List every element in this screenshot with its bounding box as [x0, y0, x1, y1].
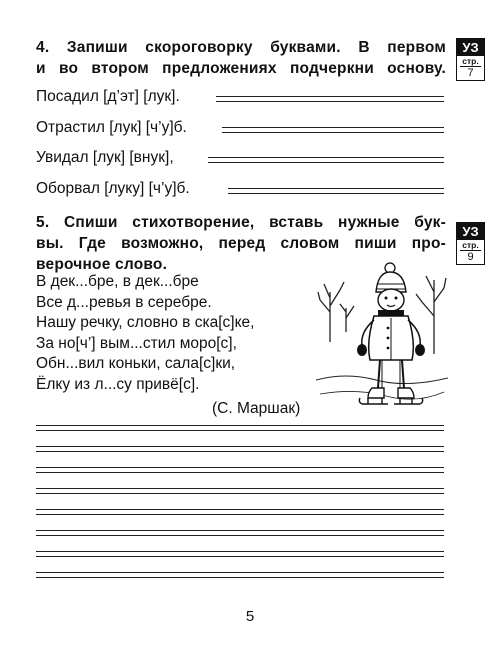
- task-4-row-4-text: Оборвал [луку] [ч’у]б.: [36, 180, 190, 197]
- child-skating-illustration: [316, 262, 448, 422]
- task-4-heading: [36, 37, 446, 79]
- writing-line[interactable]: [36, 572, 444, 578]
- task-5-page-reference-badge: [456, 222, 485, 265]
- poem-line-3: Нашу речку, словно в ска[с]ке,: [36, 314, 255, 331]
- task-4-row-4-writing-line[interactable]: [228, 188, 444, 194]
- poem-line-4: За но[ч’] вым...стил моро[с],: [36, 334, 237, 352]
- badge-code: УЗ: [457, 223, 484, 240]
- badge-label: стр.: [462, 240, 479, 250]
- task-5-heading-line-3: верочное слово.: [36, 256, 168, 273]
- task-4-row-2-text: Отрастил [лук] [ч’у]б.: [36, 119, 187, 136]
- task-4-row-2-writing-line[interactable]: [222, 127, 444, 133]
- task-4-page-reference-badge: [456, 38, 485, 81]
- poem-line-2: Все д...ревья в серебре.: [36, 293, 212, 311]
- task-4-row-1-writing-line[interactable]: [216, 96, 444, 102]
- badge-page: 7: [460, 66, 481, 80]
- poem: [36, 272, 254, 395]
- badge-page: 9: [460, 250, 481, 264]
- writing-line[interactable]: [36, 446, 444, 452]
- poem-author: (С. Маршак): [212, 400, 301, 417]
- badge-code: УЗ: [457, 39, 484, 56]
- page-number: 5: [245, 608, 255, 625]
- task-4-heading-line-1: 4. Запиши скороговорку буквами. В первом: [36, 39, 446, 56]
- writing-line[interactable]: [36, 530, 444, 536]
- writing-line[interactable]: [36, 551, 444, 557]
- writing-line[interactable]: [36, 509, 444, 515]
- badge-label: стр.: [462, 56, 479, 66]
- task-4-row-3-text: Увидал [лук] [внук],: [36, 149, 174, 166]
- poem-line-1: В дек...бре, в дек...бре: [36, 273, 199, 290]
- writing-line[interactable]: [36, 467, 444, 473]
- task-5-heading-line-2: вы. Где возможно, перед словом пиши про-: [36, 235, 446, 252]
- poem-line-5: Обн...вил коньки, сала[с]ки,: [36, 355, 236, 372]
- writing-line[interactable]: [36, 425, 444, 431]
- task-4-row-3-writing-line[interactable]: [208, 157, 444, 163]
- task-4-row-1-text: Посадил [д’эт] [лук].: [36, 88, 180, 105]
- poem-line-6: Ёлку из л...су привё[с].: [36, 375, 200, 393]
- task-4-heading-line-2: и во втором предложениях подчеркни основу.: [36, 60, 446, 77]
- writing-line[interactable]: [36, 488, 444, 494]
- task-5-heading-line-1: 5. Спиши стихотворение, вставь нужные бук-: [36, 214, 446, 231]
